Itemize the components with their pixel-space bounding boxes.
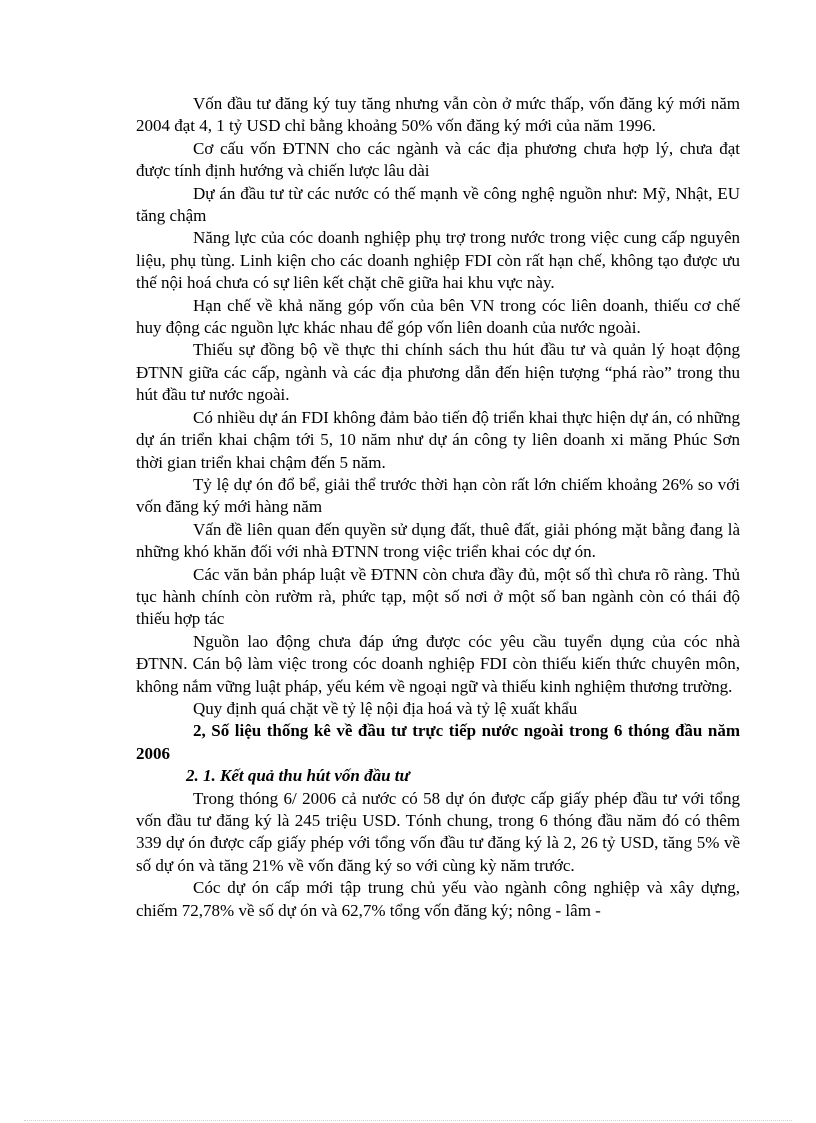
paragraph-1: Vốn đầu tư đăng ký tuy tăng nhưng vẫn còn ở mức thấp, vốn đăng ký mới năm 2004 đạt 4, 1 tỷ USD chỉ bằng khoảng 50% vốn đăng ký mới của năm 1996. (136, 94, 740, 136)
section-heading: 2, Số liệu thống kê về đầu tư trực tiếp nước ngoài trong 6 thóng đầu năm 2006 (136, 721, 740, 763)
paragraph-10: Các văn bản pháp luật về ĐTNN còn chưa đầy đủ, một số thì chưa rõ ràng. Thủ tục hành chính còn rườm rà, phức tạp, một số nơi ở một số ban ngành còn có thái độ thiếu hợp tác (136, 564, 740, 629)
page-bottom-rule (24, 1120, 792, 1121)
paragraph-4: Năng lực của cóc doanh nghiệp phụ trợ trong nước trong việc cung cấp nguyên liệu, phụ tùng. Linh kiện cho các doanh nghiệp FDI còn rất hạn chế, không tạo được ưu thế nội hoá chưa có sự liên kết chặt chẽ giữa hai khu vực này. (136, 228, 740, 293)
body-paragraph-1: Trong thóng 6/ 2006 cả nước có 58 dự ón được cấp giấy phép đầu tư với tổng vốn đầu tư đăng ký là 245 triệu USD. Tónh chung, trong 6 thóng đầu năm đó có thêm 339 dự ón được cấp giấy phép với tổng vốn đầu tư đăng ký là 2, 26 tỷ USD, tăng 5% về số dự ón và tăng 21% về vốn đăng ký so với cùng kỳ năm trước. (136, 788, 740, 875)
paragraph-7: Có nhiều dự án FDI không đảm bảo tiến độ triển khai thực hiện dự án, có những dự án triển khai chậm tới 5, 10 năm như dự án công ty liên doanh xi măng Phúc Sơn thời gian triển khai chậm đến 5 năm. (136, 407, 740, 472)
paragraph-12: Quy định quá chặt về tỷ lệ nội địa hoá và tỷ lệ xuất khẩu (193, 698, 578, 718)
body-paragraph-2: Cóc dự ón cấp mới tập trung chủ yếu vào ngành công nghiệp và xây dựng, chiếm 72,78% về số dự ón và 62,7% tổng vốn đăng ký; nông - lâm - (136, 878, 740, 920)
document-page (136, 93, 740, 922)
paragraph-3: Dự án đầu tư từ các nước có thế mạnh về công nghệ nguồn như: Mỹ, Nhật, EU tăng chậm (136, 183, 740, 226)
subsection-heading: 2. 1. Kết quả thu hút vốn đầu tư (186, 766, 410, 786)
paragraph-5: Hạn chế về khả năng góp vốn của bên VN trong cóc liên doanh, thiếu cơ chế huy động các nguồn lực khác nhau để góp vốn liên doanh của nước ngoài. (136, 295, 740, 338)
paragraph-9: Vấn đề liên quan đến quyền sử dụng đất, thuê đất, giải phóng mặt bằng đang là những khó khăn đối với nhà ĐTNN trong việc triển khai cóc dự ón. (136, 519, 740, 562)
paragraph-11: Nguồn lao động chưa đáp ứng được cóc yêu cầu tuyển dụng của cóc nhà ĐTNN. Cán bộ làm việc trong cóc doanh nghiệp FDI còn thiếu kiến thức chuyên môn, không nắm vững luật pháp, yếu kém về ngoại ngữ và thiếu kinh nghiệm thương trường. (136, 631, 740, 696)
paragraph-2: Cơ cấu vốn ĐTNN cho các ngành và các địa phương chưa hợp lý, chưa đạt được tính định hướng và chiến lược lâu dài (136, 138, 740, 181)
paragraph-6: Thiếu sự đồng bộ về thực thi chính sách thu hút đầu tư và quản lý hoạt động ĐTNN giữa các cấp, ngành và các địa phương dẫn đến hiện tượng “phá rào” trong thu hút đầu tư nước ngoài. (136, 340, 740, 405)
paragraph-8: Tỷ lệ dự ón đổ bể, giải thể trước thời hạn còn rất lớn chiếm khoảng 26% so với vốn đăng ký mới hàng năm (136, 474, 740, 517)
